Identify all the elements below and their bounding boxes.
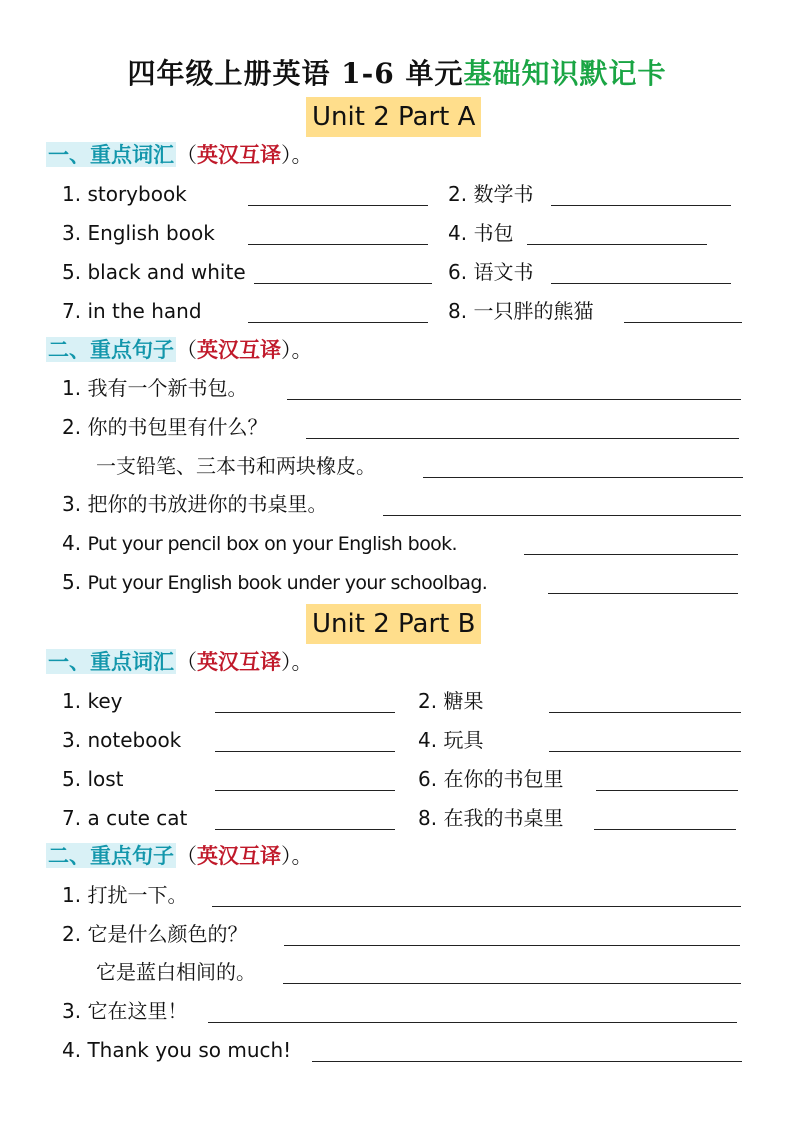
item-text: storybook <box>87 182 187 206</box>
item-text: English book <box>87 221 215 245</box>
unit-label-part-b: Unit 2 Part B <box>306 604 481 644</box>
answer-line[interactable] <box>596 790 738 791</box>
vocab-item <box>62 765 124 793</box>
item-number: 8. <box>418 806 438 830</box>
item-text: notebook <box>87 728 182 752</box>
answer-line[interactable] <box>254 283 432 284</box>
item-text: in the hand <box>87 299 202 323</box>
sentence-item <box>96 958 256 986</box>
answer-line[interactable] <box>624 322 742 323</box>
section-heading-sentences-b <box>46 842 313 870</box>
item-number: 7. <box>62 299 82 323</box>
paren-close: ）。 <box>281 143 313 167</box>
unit-label-part-a: Unit 2 Part A <box>306 97 481 137</box>
paren-close: ）。 <box>281 844 313 868</box>
item-text: black and white <box>87 260 246 284</box>
item-number: 4. <box>62 1038 82 1062</box>
item-number: 3. <box>62 221 82 245</box>
vocab-item <box>62 297 202 325</box>
item-text: Put your English book under your schoolbag. <box>87 572 488 594</box>
vocab-item <box>418 804 563 832</box>
item-text: 我有一个新书包。 <box>87 376 248 400</box>
item-text: 一只胖的熊猫 <box>473 299 594 323</box>
item-text: 在你的书包里 <box>443 767 564 791</box>
answer-line[interactable] <box>248 244 428 245</box>
item-text: 数学书 <box>473 182 534 206</box>
item-text: 把你的书放进你的书桌里。 <box>87 492 328 516</box>
item-text: 玩具 <box>443 728 484 752</box>
answer-line[interactable] <box>215 751 395 752</box>
item-text: a cute cat <box>87 806 188 830</box>
item-number: 4. <box>62 531 82 555</box>
item-text: 你的书包里有什么？ <box>87 415 268 439</box>
answer-line[interactable] <box>548 593 738 594</box>
item-number: 1. <box>62 883 82 907</box>
sentence-item <box>62 490 327 518</box>
answer-line[interactable] <box>551 283 731 284</box>
item-number: 2. <box>418 689 438 713</box>
section-heading-vocab-b <box>46 648 313 676</box>
item-number: 2. <box>62 415 82 439</box>
item-number: 3. <box>62 999 82 1023</box>
item-number: 8. <box>448 299 468 323</box>
answer-line[interactable] <box>527 244 707 245</box>
paren-open: （ <box>176 143 197 167</box>
vocab-item <box>62 258 246 286</box>
sentence-item <box>62 374 247 402</box>
item-text: 语文书 <box>473 260 534 284</box>
item-number: 6. <box>448 260 468 284</box>
paren-close: ）。 <box>281 650 313 674</box>
item-text: 打扰一下。 <box>87 883 188 907</box>
sentence-item <box>62 1036 291 1064</box>
item-text: 它是什么颜色的？ <box>87 922 248 946</box>
item-text: lost <box>87 767 124 791</box>
title-highlight: 基础知识默记卡 <box>463 57 667 90</box>
item-text: 它在这里！ <box>87 999 188 1023</box>
item-number: 4. <box>448 221 468 245</box>
answer-line[interactable] <box>212 906 741 907</box>
vocab-item <box>62 180 187 208</box>
item-number: 3. <box>62 728 82 752</box>
paren-open: （ <box>176 338 197 362</box>
sentence-item <box>96 452 376 480</box>
item-number: 1. <box>62 182 82 206</box>
item-number: 4. <box>418 728 438 752</box>
vocab-item <box>418 687 483 715</box>
item-number: 3. <box>62 492 82 516</box>
answer-line[interactable] <box>549 712 741 713</box>
paren-open: （ <box>176 650 197 674</box>
answer-line[interactable] <box>215 829 395 830</box>
item-number: 1. <box>62 376 82 400</box>
vocab-item <box>448 219 513 247</box>
item-text: Thank you so much! <box>87 1038 292 1062</box>
sentence-item <box>62 568 487 596</box>
item-text: 在我的书桌里 <box>443 806 564 830</box>
vocab-item <box>62 726 181 754</box>
item-text: key <box>87 689 123 713</box>
paren-close: ）。 <box>281 338 313 362</box>
section-title: 一、重点词汇 <box>48 142 174 167</box>
sentence-item <box>62 881 187 909</box>
item-text: 书包 <box>473 221 514 245</box>
answer-line[interactable] <box>423 477 743 478</box>
item-number: 6. <box>418 767 438 791</box>
answer-line[interactable] <box>248 205 428 206</box>
section-subtitle: 英汉互译 <box>197 142 281 167</box>
answer-line[interactable] <box>248 322 428 323</box>
section-title: 二、重点句子 <box>48 843 174 868</box>
sentence-item <box>62 413 267 441</box>
answer-line[interactable] <box>208 1022 737 1023</box>
section-heading-sentences-a <box>46 336 313 364</box>
item-number: 5. <box>62 260 82 284</box>
answer-line[interactable] <box>215 712 395 713</box>
section-title: 二、重点句子 <box>48 337 174 362</box>
item-number: 2. <box>62 922 82 946</box>
item-number: 5. <box>62 570 82 594</box>
section-title: 一、重点词汇 <box>48 649 174 674</box>
vocab-item <box>418 765 563 793</box>
answer-line[interactable] <box>551 205 731 206</box>
vocab-item <box>448 258 533 286</box>
vocab-item <box>62 687 122 715</box>
answer-line[interactable] <box>594 829 736 830</box>
answer-line[interactable] <box>306 438 739 439</box>
vocab-item <box>448 297 593 325</box>
item-number: 5. <box>62 767 82 791</box>
section-subtitle: 英汉互译 <box>197 337 281 362</box>
section-subtitle: 英汉互译 <box>197 843 281 868</box>
item-text: Put your pencil box on your English book. <box>87 533 457 555</box>
answer-line[interactable] <box>383 515 741 516</box>
vocab-item <box>62 219 215 247</box>
item-number: 7. <box>62 806 82 830</box>
answer-line[interactable] <box>312 1061 742 1062</box>
vocab-item <box>448 180 533 208</box>
item-number: 2. <box>448 182 468 206</box>
title-main: 四年级上册英语 1-6 单元 <box>127 57 464 90</box>
answer-line[interactable] <box>215 790 395 791</box>
sentence-item <box>62 997 187 1025</box>
answer-line[interactable] <box>524 554 738 555</box>
answer-line[interactable] <box>287 399 741 400</box>
item-text: 一支铅笔、三本书和两块橡皮。 <box>96 454 376 478</box>
sentence-item <box>62 529 457 557</box>
answer-line[interactable] <box>549 751 741 752</box>
sentence-item <box>62 920 247 948</box>
page-title <box>0 52 794 92</box>
answer-line[interactable] <box>284 945 740 946</box>
answer-line[interactable] <box>283 983 741 984</box>
section-subtitle: 英汉互译 <box>197 649 281 674</box>
paren-open: （ <box>176 844 197 868</box>
section-heading-vocab-a <box>46 141 313 169</box>
item-text: 糖果 <box>443 689 484 713</box>
item-number: 1. <box>62 689 82 713</box>
item-text: 它是蓝白相间的。 <box>96 960 256 984</box>
vocab-item <box>418 726 483 754</box>
vocab-item <box>62 804 187 832</box>
